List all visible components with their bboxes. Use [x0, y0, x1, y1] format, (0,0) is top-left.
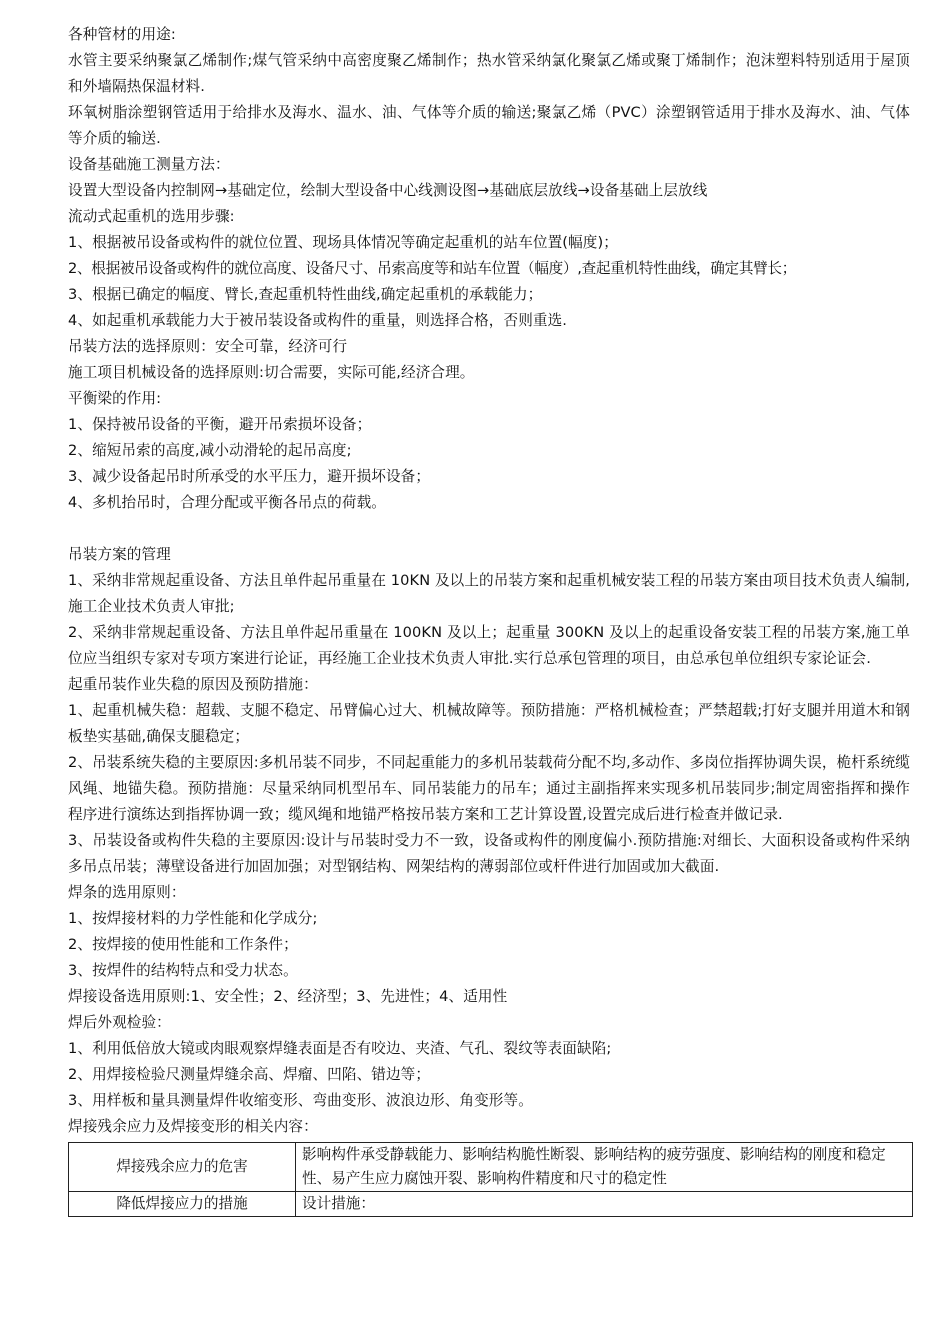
paragraph: 吊装方法的选择原则：安全可靠，经济可行	[68, 338, 348, 355]
paragraph: 水管主要采纳聚氯乙烯制作;煤气管采纳中高密度聚乙烯制作；热水管采纳氯化聚氯乙烯或聚丁烯制作；泡沫塑料特别适用于屋顶和外墙隔热保温材料.	[68, 52, 910, 95]
list-item: 2、吊装系统失稳的主要原因:多机吊装不同步，不同起重能力的多机吊装载荷分配不均,多动作、多岗位指挥协调失误，桅杆系统缆风绳、地锚失稳。预防措施：尽量采纳同机型吊车、同吊装能力的吊车；通过主副指挥来实现多机吊装同步;制定周密指挥和操作程序进行演练达到指挥协调一致；缆风绳和地锚严格按吊装方案和工艺计算设置,设置完成后进行检查并做记录.	[68, 754, 910, 823]
heading-instability: 起重吊装作业失稳的原因及预防措施：	[68, 676, 318, 693]
list-item: 2、采纳非常规起重设备、方法且单件起吊重量在 100KN 及以上；起重量 300KN 及以上的起重设备安装工程的吊装方案,施工单位应当组织专家对专项方案进行论证，再经施工企业技术负责人审批.实行总承包管理的项目，由总承包单位组织专家论证会.	[68, 624, 910, 667]
heading-lifting-plan: 吊装方案的管理	[68, 546, 171, 563]
paragraph: 环氧树脂涂塑钢管适用于给排水及海水、温水、油、气体等介质的输送;聚氯乙烯（PVC）涂塑钢管适用于排水及海水、油、气体等介质的输送.	[68, 104, 910, 147]
list-item: 1、根据被吊设备或构件的就位位置、现场具体情况等确定起重机的站车位置(幅度)；	[68, 234, 618, 251]
heading-crane-selection: 流动式起重机的选用步骤:	[68, 208, 235, 225]
table-cell-key: 焊接残余应力的危害	[69, 1143, 296, 1192]
table-cell-value: 影响构件承受静载能力、影响结构脆性断裂、影响结构的疲劳强度、影响结构的刚度和稳定性、易产生应力腐蚀开裂、影响构件精度和尺寸的稳定性	[296, 1143, 913, 1192]
paragraph: 设置大型设备内控制网→基础定位，绘制大型设备中心线测设图→基础底层放线→设备基础上层放线	[68, 182, 708, 199]
paragraph: 施工项目机械设备的选择原则:切合需要，实际可能,经济合理。	[68, 364, 475, 381]
list-item: 3、减少设备起吊时所承受的水平压力，避开损坏设备；	[68, 468, 431, 485]
heading-pipe-uses: 各种管材的用途:	[68, 26, 176, 43]
text-body	[68, 22, 910, 1140]
list-item: 4、如起重机承载能力大于被吊装设备或构件的重量，则选择合格，否则重选.	[68, 312, 568, 329]
list-item: 2、用焊接检验尺测量焊缝余高、焊瘤、凹陷、错边等；	[68, 1066, 431, 1083]
heading-visual-inspection: 焊后外观检验：	[68, 1014, 171, 1031]
list-item: 3、按焊件的结构特点和受力状态。	[68, 962, 298, 979]
list-item: 3、根据已确定的幅度、臂长,查起重机特性曲线,确定起重机的承载能力；	[68, 286, 543, 303]
list-item: 1、按焊接材料的力学性能和化学成分;	[68, 910, 318, 927]
heading-balance-beam: 平衡梁的作用:	[68, 390, 162, 407]
list-item: 2、缩短吊索的高度,减小动滑轮的起吊高度;	[68, 442, 352, 459]
table-row	[69, 1192, 913, 1217]
list-item: 2、根据被吊设备或构件的就位高度、设备尺寸、吊索高度等和站车位置（幅度）,查起重机特性曲线，确定其臂长；	[68, 260, 797, 277]
heading-electrode: 焊条的选用原则：	[68, 884, 186, 901]
table-cell-value: 设计措施：	[296, 1192, 913, 1217]
list-item: 1、利用低倍放大镜或肉眼观察焊缝表面是否有咬边、夹渣、气孔、裂纹等表面缺陷;	[68, 1040, 612, 1057]
list-item: 1、保持被吊设备的平衡，避开吊索损坏设备；	[68, 416, 372, 433]
list-item: 4、多机抬吊时，合理分配或平衡各吊点的荷载。	[68, 494, 386, 511]
list-item: 3、用样板和量具测量焊件收缩变形、弯曲变形、波浪边形、角变形等。	[68, 1092, 533, 1109]
residual-stress-table	[68, 1142, 913, 1217]
paragraph: 焊接设备选用原则:1、安全性；2、经济型；3、先进性；4、适用性	[68, 988, 508, 1005]
heading-residual-stress: 焊接残余应力及焊接变形的相关内容：	[68, 1118, 318, 1135]
list-item: 2、按焊接的使用性能和工作条件；	[68, 936, 298, 953]
list-item: 1、起重机械失稳：超载、支腿不稳定、吊臂偏心过大、机械故障等。预防措施：严格机械检查；严禁超载;打好支腿并用道木和钢板垫实基础,确保支腿稳定；	[68, 702, 910, 745]
table-cell-key: 降低焊接应力的措施	[69, 1192, 296, 1217]
list-item: 3、吊装设备或构件失稳的主要原因:设计与吊装时受力不一致，设备或构件的刚度偏小.预防措施:对细长、大面积设备或构件采纳多吊点吊装；薄壁设备进行加固加强；对型钢结构、网架结构的薄弱部位或杆件进行加固或加大截面.	[68, 832, 910, 875]
blank-line	[68, 516, 910, 542]
table-row	[69, 1143, 913, 1192]
list-item: 1、采纳非常规起重设备、方法且单件起吊重量在 10KN 及以上的吊装方案和起重机械安装工程的吊装方案由项目技术负责人编制,施工企业技术负责人审批;	[68, 572, 910, 615]
heading-foundation-survey: 设备基础施工测量方法：	[68, 156, 230, 173]
